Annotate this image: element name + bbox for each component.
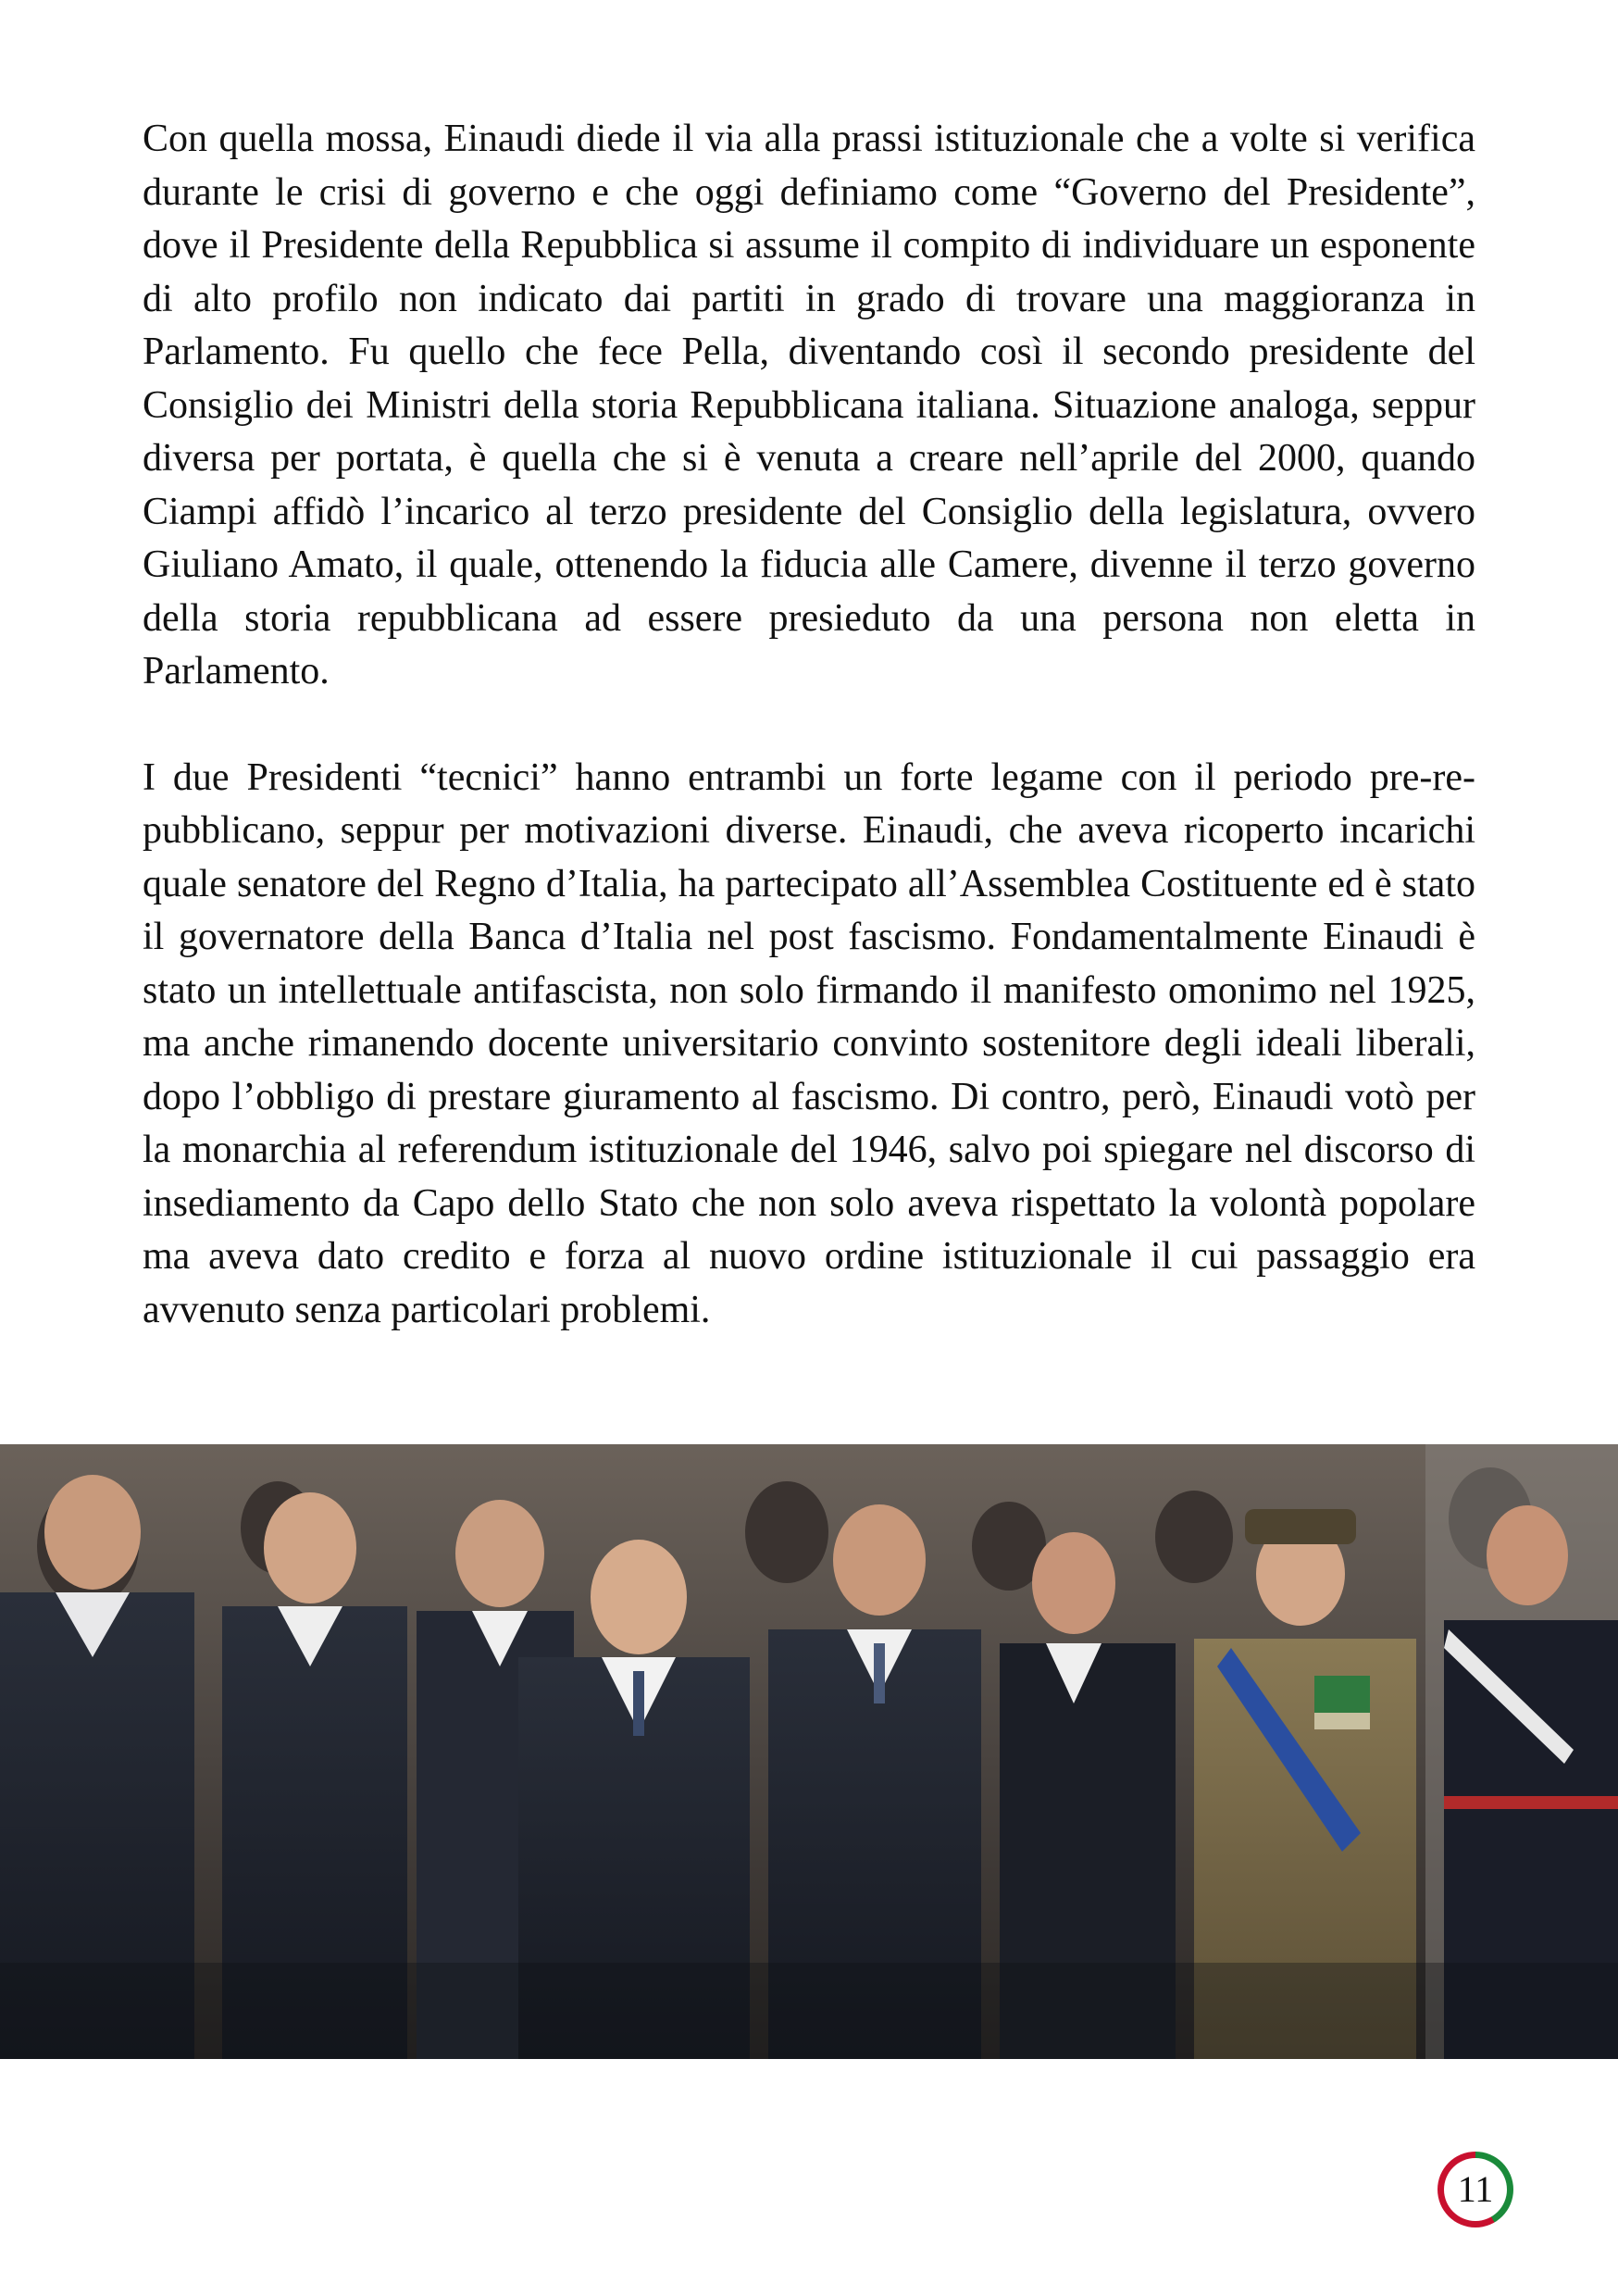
page-number-badge-inner <box>1444 2158 1507 2221</box>
group-photo-illustration <box>0 1444 1618 2059</box>
paragraph-2: I due Presidenti “tecnici” hanno entrambi un forte legame con il periodo pre-repubblicano, seppur per motivazioni diverse. Einaudi, che aveva ricoperto incarichi quale senatore del Regno d’Italia, ha partecipato all’Assemblea Costituente ed è stato il governatore della Banca d’Italia nel post fascismo. Fondamentalmente Einaudi è stato un intellettuale antifascista, non solo firmando il manifesto omonimo nel 1925, ma anche rimanendo docente universitario convinto sostenitore degli ideali liberali, dopo l’obbligo di prestare giuramento al fascismo. Di contro, però, Einaudi votò per la monarchia al referendum istituzionale del 1946, salvo poi spiegare nel discorso di insediamento da Capo dello Stato che non solo aveva rispettato la volontà popolare ma aveva dato credito e forza al nuovo ordine istituzionale il cui passaggio era avvenuto senza particolari problemi. <box>143 755 1475 1331</box>
paragraph-1: Con quella mossa, Einaudi diede il via alla prassi istituzionale che a volte si verifica durante le crisi di governo e che oggi definiamo come “Governo del Presidente”, dove il Presidente della Repubblica si assume il compito di individuare un esponente di alto profilo non indicato dai partiti in grado di trovare una maggioranza in Parlamento. Fu quello che fece Pella, diventando così il secondo presidente del Consiglio dei Ministri della storia Repubblicana italiana. Situazione analoga, seppur diversa per portata, è quella che si è venuta a creare nell’aprile del 2000, quando Ciampi affidò l’incarico al terzo presidente del Consiglio della legislatura, ovvero Giuliano Amato, il quale, ottenendo la fiducia alle Camere, divenne il terzo governo della storia repubblicana ad essere presieduto da una persona non eletta in Parlamento. <box>143 118 1475 693</box>
group-photo <box>0 1444 1618 2059</box>
page-number: 11 <box>1457 2168 1494 2210</box>
page-number-badge <box>1438 2152 1513 2227</box>
body-text <box>143 113 1475 1337</box>
